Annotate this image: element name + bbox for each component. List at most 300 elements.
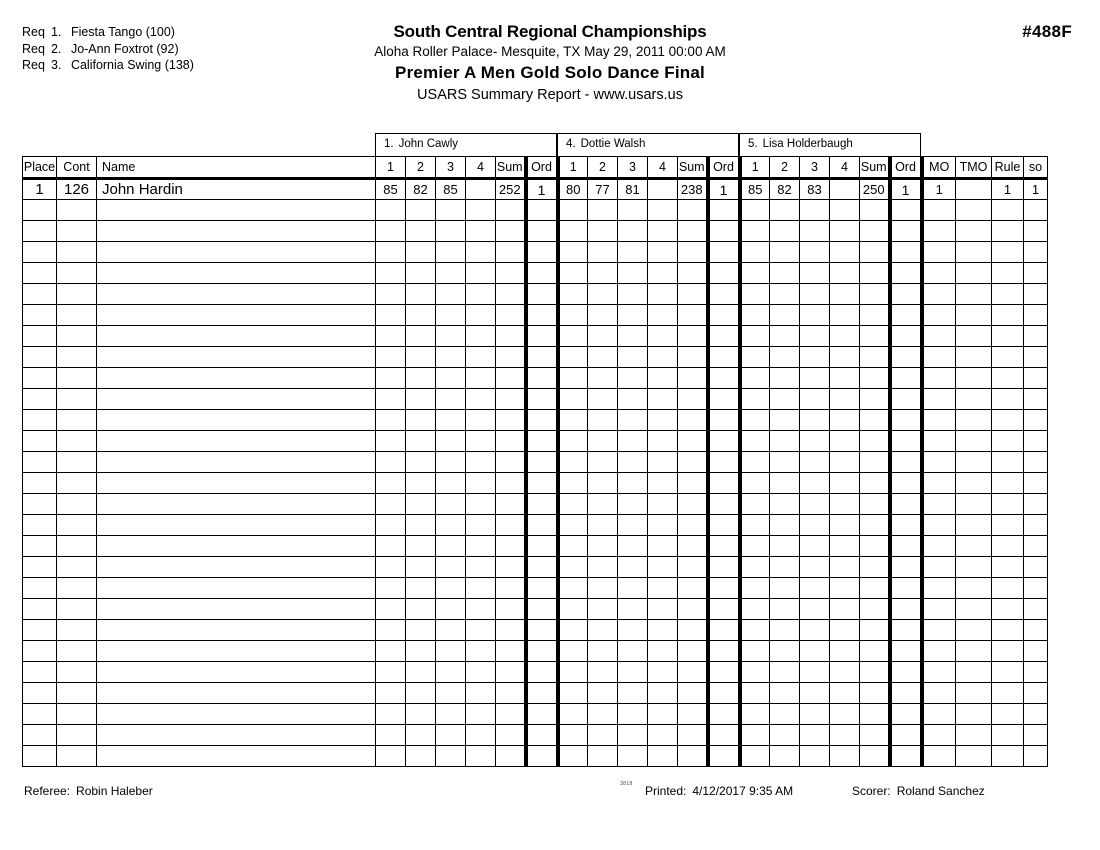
table-cell xyxy=(648,368,678,389)
table-cell xyxy=(830,515,860,536)
table-row-empty xyxy=(23,326,1048,347)
table-cell xyxy=(678,704,708,725)
table-cell xyxy=(648,389,678,410)
table-cell xyxy=(376,641,406,662)
table-cell xyxy=(526,221,558,242)
table-cell xyxy=(23,410,57,431)
scorer-label: Scorer: xyxy=(852,784,891,798)
table-cell xyxy=(770,410,800,431)
table-cell xyxy=(890,242,922,263)
table-cell xyxy=(890,473,922,494)
table-cell xyxy=(830,536,860,557)
table-cell xyxy=(1024,326,1048,347)
table-cell xyxy=(23,368,57,389)
table-cell xyxy=(526,347,558,368)
column-header: 1 xyxy=(740,157,770,179)
table-cell xyxy=(830,599,860,620)
table-cell xyxy=(558,641,588,662)
score-table-body xyxy=(23,179,1048,767)
table-cell xyxy=(496,641,526,662)
table-cell xyxy=(558,263,588,284)
table-cell xyxy=(860,494,890,515)
column-header: 3 xyxy=(618,157,648,179)
table-cell xyxy=(922,452,956,473)
table-cell xyxy=(23,515,57,536)
table-cell xyxy=(740,599,770,620)
table-cell xyxy=(740,536,770,557)
table-cell xyxy=(618,494,648,515)
table-cell xyxy=(436,221,466,242)
table-cell xyxy=(618,389,648,410)
table-cell xyxy=(740,326,770,347)
table-cell xyxy=(496,704,526,725)
table-cell xyxy=(922,746,956,767)
table-cell xyxy=(57,347,97,368)
table-cell xyxy=(558,305,588,326)
table-cell xyxy=(23,662,57,683)
table-cell xyxy=(406,263,436,284)
table-cell xyxy=(97,368,376,389)
requirement-name: Jo-Ann Foxtrot (92) xyxy=(70,41,179,56)
table-cell xyxy=(436,200,466,221)
table-cell xyxy=(558,473,588,494)
table-cell xyxy=(57,305,97,326)
table-cell xyxy=(800,452,830,473)
table-cell xyxy=(618,662,648,683)
table-cell xyxy=(956,494,992,515)
table-cell xyxy=(466,179,496,200)
table-cell xyxy=(708,725,740,746)
table-cell xyxy=(436,368,466,389)
table-cell xyxy=(376,221,406,242)
table-cell: 82 xyxy=(770,179,800,200)
column-header: 1 xyxy=(558,157,588,179)
table-cell xyxy=(588,431,618,452)
table-cell xyxy=(376,200,406,221)
column-header: Place xyxy=(23,157,57,179)
table-cell xyxy=(97,683,376,704)
table-cell xyxy=(648,284,678,305)
table-cell xyxy=(770,347,800,368)
table-cell xyxy=(740,305,770,326)
table-cell xyxy=(648,179,678,200)
table-cell xyxy=(57,452,97,473)
table-cell xyxy=(956,242,992,263)
table-cell xyxy=(558,746,588,767)
table-cell xyxy=(992,473,1024,494)
table-cell xyxy=(57,200,97,221)
table-cell xyxy=(890,347,922,368)
table-cell xyxy=(466,662,496,683)
table-cell xyxy=(406,242,436,263)
table-cell xyxy=(770,515,800,536)
table-cell xyxy=(23,326,57,347)
table-cell xyxy=(800,389,830,410)
table-cell xyxy=(922,410,956,431)
table-cell xyxy=(648,662,678,683)
table-cell xyxy=(708,704,740,725)
table-cell xyxy=(618,599,648,620)
table-cell xyxy=(23,221,57,242)
table-cell xyxy=(558,578,588,599)
table-cell xyxy=(708,263,740,284)
table-cell xyxy=(770,221,800,242)
table-cell xyxy=(23,305,57,326)
table-cell xyxy=(588,662,618,683)
table-cell xyxy=(800,536,830,557)
table-cell xyxy=(770,662,800,683)
table-cell xyxy=(496,746,526,767)
table-cell xyxy=(860,599,890,620)
table-cell xyxy=(860,242,890,263)
table-cell xyxy=(1024,368,1048,389)
table-cell xyxy=(57,473,97,494)
requirement-label: Req xyxy=(22,58,45,72)
table-cell xyxy=(800,431,830,452)
table-cell xyxy=(23,620,57,641)
printed-value: 4/12/2017 9:35 AM xyxy=(692,784,794,798)
table-cell xyxy=(406,326,436,347)
table-cell xyxy=(23,284,57,305)
table-cell xyxy=(526,263,558,284)
requirement-name: Fiesta Tango (100) xyxy=(70,25,175,39)
table-cell xyxy=(466,620,496,641)
scorer-line xyxy=(852,784,985,798)
table-cell xyxy=(922,431,956,452)
table-cell xyxy=(558,389,588,410)
judge-number: 1. xyxy=(384,138,394,150)
table-cell xyxy=(496,557,526,578)
table-row-empty xyxy=(23,725,1048,746)
table-cell xyxy=(23,452,57,473)
table-cell xyxy=(558,221,588,242)
table-cell xyxy=(496,305,526,326)
requirement-label: Req xyxy=(22,25,45,39)
table-cell xyxy=(466,263,496,284)
table-cell xyxy=(466,746,496,767)
table-cell xyxy=(800,494,830,515)
table-cell xyxy=(770,473,800,494)
table-cell xyxy=(830,620,860,641)
table-cell xyxy=(740,242,770,263)
table-cell xyxy=(588,620,618,641)
table-cell xyxy=(956,284,992,305)
table-cell xyxy=(922,599,956,620)
table-cell xyxy=(496,620,526,641)
table-cell xyxy=(678,746,708,767)
table-cell: 126 xyxy=(57,179,97,200)
column-header: Ord xyxy=(890,157,922,179)
table-cell xyxy=(97,473,376,494)
table-cell xyxy=(992,200,1024,221)
table-cell xyxy=(1024,725,1048,746)
table-cell xyxy=(860,557,890,578)
table-cell xyxy=(956,578,992,599)
table-cell xyxy=(1024,347,1048,368)
table-cell xyxy=(740,662,770,683)
table-cell xyxy=(830,389,860,410)
requirement-row xyxy=(22,41,194,58)
table-cell xyxy=(956,746,992,767)
table-cell xyxy=(648,410,678,431)
table-cell xyxy=(436,641,466,662)
table-cell xyxy=(57,746,97,767)
table-cell xyxy=(97,704,376,725)
table-cell xyxy=(588,368,618,389)
table-cell xyxy=(406,473,436,494)
table-cell xyxy=(678,641,708,662)
table-cell xyxy=(678,557,708,578)
requirement-row xyxy=(22,57,194,74)
table-cell xyxy=(1024,431,1048,452)
table-cell xyxy=(1024,641,1048,662)
requirement-name: California Swing (138) xyxy=(70,58,194,72)
table-cell xyxy=(406,284,436,305)
table-cell xyxy=(618,326,648,347)
table-cell xyxy=(97,515,376,536)
table-cell xyxy=(436,326,466,347)
column-header: 2 xyxy=(770,157,800,179)
table-cell xyxy=(678,263,708,284)
table-cell xyxy=(992,242,1024,263)
table-cell xyxy=(496,452,526,473)
table-cell: 252 xyxy=(496,179,526,200)
table-cell xyxy=(678,599,708,620)
table-cell xyxy=(800,473,830,494)
table-cell xyxy=(57,683,97,704)
table-cell xyxy=(466,410,496,431)
column-header: 2 xyxy=(406,157,436,179)
table-cell xyxy=(1024,200,1048,221)
table-cell xyxy=(496,662,526,683)
table-cell xyxy=(860,368,890,389)
table-cell xyxy=(860,662,890,683)
requirement-row xyxy=(22,24,194,41)
table-row-empty xyxy=(23,515,1048,536)
table-cell xyxy=(526,242,558,263)
table-cell xyxy=(708,536,740,557)
table-cell xyxy=(800,221,830,242)
table-cell xyxy=(496,725,526,746)
table-cell xyxy=(406,347,436,368)
table-cell xyxy=(466,221,496,242)
table-cell xyxy=(496,515,526,536)
table-cell xyxy=(770,704,800,725)
table-cell xyxy=(558,620,588,641)
venue-datetime: Aloha Roller Palace- Mesquite, TX May 29, 2011 00:00 AM xyxy=(374,44,726,59)
table-cell xyxy=(436,557,466,578)
table-cell xyxy=(588,389,618,410)
table-cell xyxy=(956,368,992,389)
table-cell xyxy=(922,536,956,557)
event-number: #488F xyxy=(1022,22,1072,41)
table-cell xyxy=(436,347,466,368)
table-cell xyxy=(992,515,1024,536)
table-cell xyxy=(618,284,648,305)
judge-name: Lisa Holderbaugh xyxy=(762,138,853,150)
table-cell: 1 xyxy=(922,179,956,200)
table-cell xyxy=(1024,557,1048,578)
table-cell xyxy=(436,725,466,746)
table-cell xyxy=(740,515,770,536)
table-cell xyxy=(830,662,860,683)
table-cell xyxy=(890,725,922,746)
table-cell xyxy=(1024,221,1048,242)
table-cell xyxy=(23,431,57,452)
table-cell xyxy=(558,536,588,557)
table-cell xyxy=(922,557,956,578)
table-cell xyxy=(526,557,558,578)
table-cell xyxy=(588,725,618,746)
table-cell xyxy=(588,242,618,263)
table-cell xyxy=(992,557,1024,578)
table-cell xyxy=(740,704,770,725)
table-cell xyxy=(526,641,558,662)
table-cell xyxy=(708,452,740,473)
report-heading xyxy=(230,22,870,106)
table-row-empty xyxy=(23,410,1048,431)
table-cell xyxy=(922,347,956,368)
table-cell xyxy=(588,221,618,242)
table-cell xyxy=(1024,242,1048,263)
table-cell: 238 xyxy=(678,179,708,200)
requirement-label: Req xyxy=(22,41,45,56)
table-cell xyxy=(97,221,376,242)
table-cell xyxy=(648,494,678,515)
table-cell xyxy=(526,431,558,452)
table-cell xyxy=(406,452,436,473)
judge-header-box xyxy=(739,133,921,156)
table-cell xyxy=(618,431,648,452)
table-cell xyxy=(57,620,97,641)
table-cell xyxy=(526,746,558,767)
judge-header-box xyxy=(375,133,557,156)
table-cell xyxy=(800,305,830,326)
table-cell xyxy=(618,620,648,641)
table-cell xyxy=(526,473,558,494)
table-cell xyxy=(618,221,648,242)
table-cell xyxy=(466,536,496,557)
table-cell xyxy=(57,515,97,536)
table-cell xyxy=(890,620,922,641)
column-header: 2 xyxy=(588,157,618,179)
table-cell xyxy=(890,284,922,305)
event-title: Premier A Men Gold Solo Dance Final xyxy=(395,63,705,82)
table-cell xyxy=(956,557,992,578)
table-cell xyxy=(618,242,648,263)
table-cell xyxy=(1024,683,1048,704)
table-cell xyxy=(678,578,708,599)
table-cell xyxy=(740,389,770,410)
score-table xyxy=(22,156,1048,767)
table-cell xyxy=(708,368,740,389)
table-row-empty xyxy=(23,536,1048,557)
table-cell xyxy=(1024,515,1048,536)
table-cell xyxy=(800,746,830,767)
table-cell xyxy=(992,263,1024,284)
table-cell xyxy=(708,515,740,536)
column-header: Ord xyxy=(708,157,740,179)
table-cell: 1 xyxy=(992,179,1024,200)
table-cell xyxy=(740,368,770,389)
table-cell xyxy=(648,326,678,347)
table-cell xyxy=(496,410,526,431)
table-cell xyxy=(23,536,57,557)
table-cell xyxy=(770,389,800,410)
table-cell xyxy=(526,683,558,704)
table-cell xyxy=(558,515,588,536)
table-cell xyxy=(956,725,992,746)
table-row-empty xyxy=(23,431,1048,452)
table-cell xyxy=(97,536,376,557)
table-cell xyxy=(830,578,860,599)
requirement-number: 3. xyxy=(50,58,62,72)
table-cell xyxy=(466,389,496,410)
table-cell xyxy=(588,473,618,494)
table-cell: 1 xyxy=(526,179,558,200)
table-cell xyxy=(890,305,922,326)
column-header: TMO xyxy=(956,157,992,179)
table-row-empty xyxy=(23,305,1048,326)
table-cell xyxy=(57,410,97,431)
table-cell xyxy=(436,494,466,515)
table-cell: 1 xyxy=(708,179,740,200)
table-cell xyxy=(436,305,466,326)
table-cell xyxy=(436,536,466,557)
table-cell xyxy=(618,305,648,326)
table-cell xyxy=(922,494,956,515)
form-code: 3818 xyxy=(620,781,633,787)
table-cell xyxy=(496,473,526,494)
table-cell xyxy=(860,200,890,221)
table-cell xyxy=(406,431,436,452)
table-cell xyxy=(740,620,770,641)
printed-label: Printed: xyxy=(645,784,687,798)
table-cell xyxy=(57,494,97,515)
table-cell xyxy=(890,221,922,242)
table-cell xyxy=(860,620,890,641)
column-header: Sum xyxy=(860,157,890,179)
table-cell xyxy=(890,641,922,662)
table-cell xyxy=(956,620,992,641)
table-row-empty xyxy=(23,683,1048,704)
table-cell xyxy=(466,368,496,389)
table-cell xyxy=(860,431,890,452)
table-cell xyxy=(496,200,526,221)
table-cell xyxy=(406,200,436,221)
table-cell xyxy=(436,389,466,410)
table-cell xyxy=(376,494,406,515)
table-cell xyxy=(1024,599,1048,620)
table-cell xyxy=(588,347,618,368)
table-cell xyxy=(376,704,406,725)
table-cell xyxy=(770,305,800,326)
table-cell xyxy=(860,389,890,410)
table-cell xyxy=(770,725,800,746)
table-cell xyxy=(618,641,648,662)
table-cell xyxy=(618,725,648,746)
table-cell xyxy=(992,599,1024,620)
table-cell: 82 xyxy=(406,179,436,200)
table-cell xyxy=(496,263,526,284)
table-cell xyxy=(800,578,830,599)
table-cell xyxy=(558,557,588,578)
table-cell xyxy=(436,431,466,452)
table-cell xyxy=(496,347,526,368)
table-cell xyxy=(830,704,860,725)
table-cell xyxy=(992,683,1024,704)
table-cell xyxy=(588,578,618,599)
